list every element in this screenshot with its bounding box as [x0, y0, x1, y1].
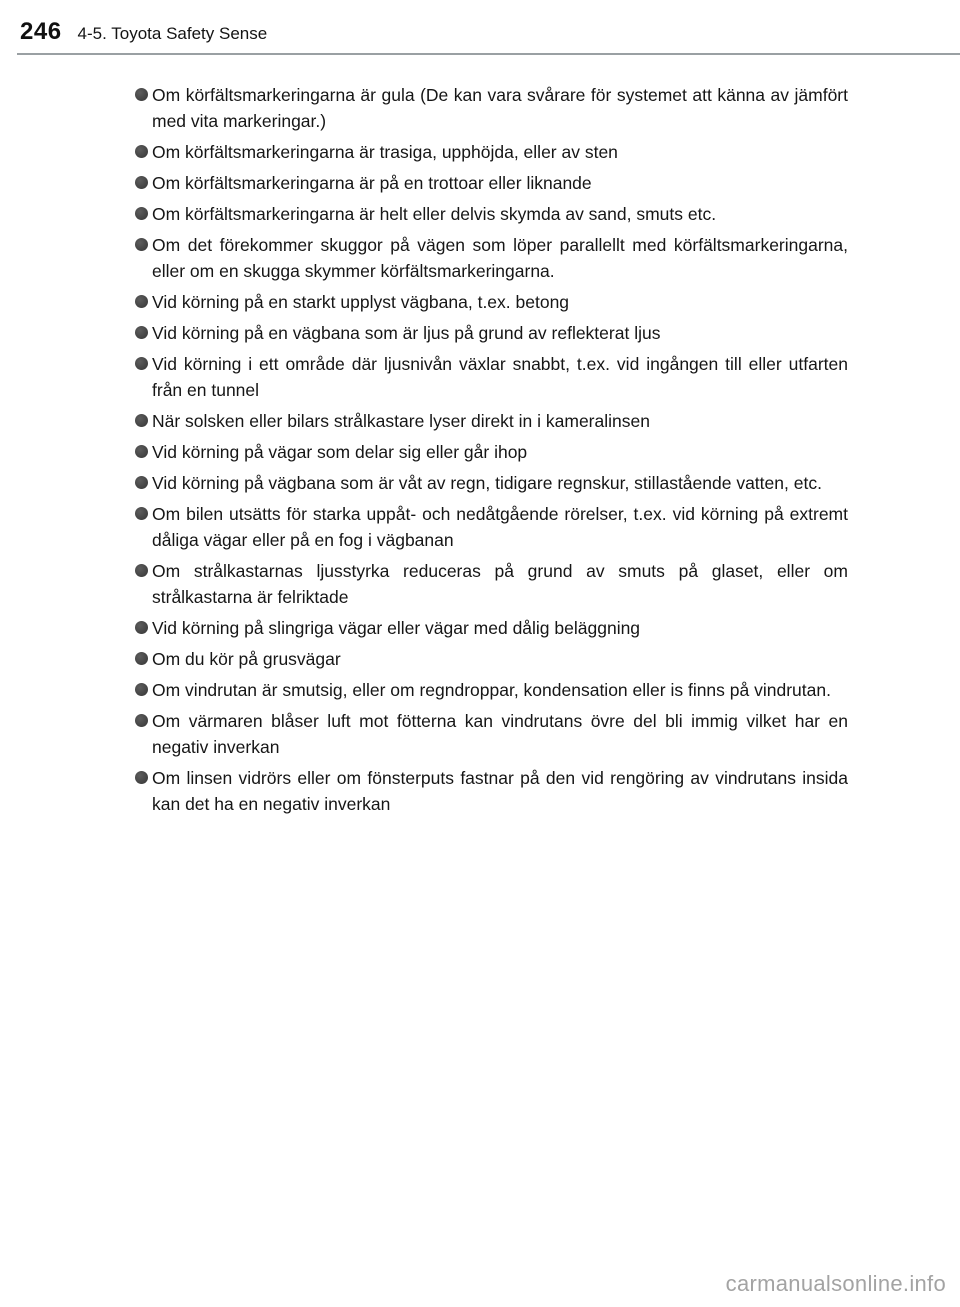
list-item-text: Om bilen utsätts för starka uppåt- och nedåtgående rörelser, t.ex. vid körning på extremt dåliga vägar eller på en fog i vägbanan — [152, 504, 848, 550]
bullet-icon — [135, 652, 148, 665]
list-item — [135, 320, 848, 346]
bullet-icon — [135, 207, 148, 220]
bullet-icon — [135, 714, 148, 727]
list-item — [135, 82, 848, 134]
bullet-icon — [135, 564, 148, 577]
list-item-text: Om körfältsmarkeringarna är trasiga, upphöjda, eller av sten — [152, 142, 618, 162]
list-item-text: Vid körning på slingriga vägar eller vägar med dålig beläggning — [152, 618, 641, 638]
bullet-icon — [135, 771, 148, 784]
bullet-icon — [135, 295, 148, 308]
list-item-text: Om vindrutan är smutsig, eller om regndroppar, kondensation eller is finns på vindrutan. — [152, 680, 831, 700]
page-number: 246 — [20, 18, 62, 45]
list-item — [135, 139, 848, 165]
watermark: carmanualsonline.info — [725, 1271, 946, 1296]
bullet-icon — [135, 326, 148, 339]
list-item — [135, 201, 848, 227]
list-item-text: Om värmaren blåser luft mot fötterna kan vindrutans övre del bli immig vilket har en negativ inverkan — [152, 711, 848, 757]
list-item — [135, 558, 848, 610]
page-header — [0, 0, 960, 46]
list-item — [135, 289, 848, 315]
list-item — [135, 646, 848, 672]
bullet-list — [0, 55, 960, 817]
list-item-text: Om strålkastarnas ljusstyrka reduceras på grund av smuts på glaset, eller om strålkastarna är felriktade — [152, 561, 848, 607]
list-item-text: När solsken eller bilars strålkastare lyser direkt in i kameralinsen — [152, 411, 650, 431]
list-item-text: Om körfältsmarkeringarna är på en trottoar eller liknande — [152, 173, 592, 193]
bullet-icon — [135, 176, 148, 189]
list-item-text: Om körfältsmarkeringarna är gula (De kan vara svårare för systemet att känna av jämfört med vita markeringar.) — [152, 85, 848, 131]
bullet-icon — [135, 145, 148, 158]
list-item — [135, 170, 848, 196]
list-item-text: Vid körning på vägar som delar sig eller går ihop — [152, 442, 528, 462]
bullet-icon — [135, 507, 148, 520]
list-item — [135, 351, 848, 403]
list-item-text: Vid körning på en starkt upplyst vägbana, t.ex. betong — [152, 292, 570, 312]
list-item-text: Om körfältsmarkeringarna är helt eller delvis skymda av sand, smuts etc. — [152, 204, 717, 224]
bullet-icon — [135, 357, 148, 370]
list-item — [135, 470, 848, 496]
bullet-icon — [135, 683, 148, 696]
bullet-icon — [135, 445, 148, 458]
list-item-text: Vid körning i ett område där ljusnivån växlar snabbt, t.ex. vid ingången till eller utfarten från en tunnel — [152, 354, 848, 400]
list-item-text: Om linsen vidrörs eller om fönsterputs fastnar på den vid rengöring av vindrutans insida kan det ha en negativ inverkan — [152, 768, 848, 814]
bullet-icon — [135, 88, 148, 101]
list-item-text: Om du kör på grusvägar — [152, 649, 341, 669]
list-item — [135, 232, 848, 284]
list-item-text: Vid körning på vägbana som är våt av regn, tidigare regnskur, stillastående vatten, etc. — [152, 473, 822, 493]
bullet-icon — [135, 238, 148, 251]
list-item — [135, 615, 848, 641]
section-title: 4-5. Toyota Safety Sense — [77, 24, 268, 43]
list-item — [135, 708, 848, 760]
list-item — [135, 765, 848, 817]
list-item — [135, 408, 848, 434]
list-item — [135, 677, 848, 703]
list-item — [135, 439, 848, 465]
bullet-icon — [135, 621, 148, 634]
list-item-text: Vid körning på en vägbana som är ljus på grund av reflekterat ljus — [152, 323, 661, 343]
bullet-icon — [135, 476, 148, 489]
list-item-text: Om det förekommer skuggor på vägen som löper parallellt med körfältsmarkeringarna, eller om en skugga skymmer körfältsmarkeringarna. — [152, 235, 848, 281]
bullet-icon — [135, 414, 148, 427]
list-item — [135, 501, 848, 553]
